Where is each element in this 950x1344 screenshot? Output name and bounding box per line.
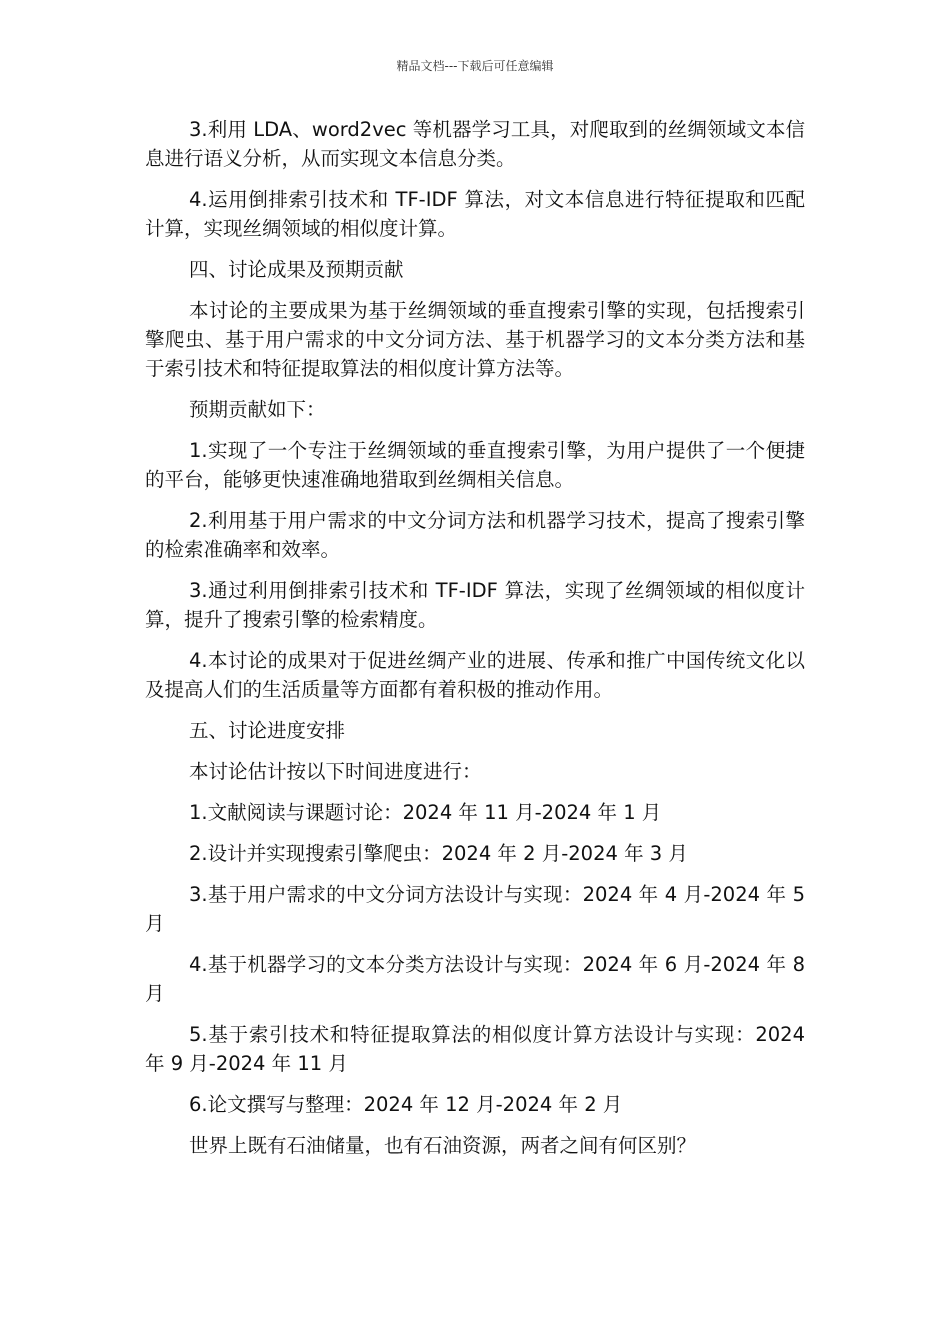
document-body xyxy=(145,115,805,1172)
list-item: 1.实现了一个专注于丝绸领域的垂直搜索引擎，为用户提供了一个便捷的平台，能够更快速准确地猎取到丝绸相关信息。 xyxy=(145,439,805,491)
schedule-item: 2.设计并实现搜索引擎爬虫：2024 年 2 月-2024 年 3 月 xyxy=(189,842,688,865)
paragraph: 4.运用倒排索引技术和 TF-IDF 算法，对文本信息进行特征提取和匹配计算，实现丝绸领域的相似度计算。 xyxy=(145,188,805,240)
list-item: 3.通过利用倒排索引技术和 TF-IDF 算法，实现了丝绸领域的相似度计算，提升了搜索引擎的检索精度。 xyxy=(145,579,805,631)
list-item: 2.利用基于用户需求的中文分词方法和机器学习技术，提高了搜索引擎的检索准确率和效率。 xyxy=(145,509,805,561)
schedule-item: 1.文献阅读与课题讨论：2024 年 11 月-2024 年 1 月 xyxy=(189,801,662,824)
paragraph: 预期贡献如下： xyxy=(189,398,326,421)
page-header: 精品文档---下载后可任意编辑 xyxy=(396,59,554,73)
paragraph: 本讨论估计按以下时间进度进行： xyxy=(189,760,482,783)
paragraph: 本讨论的主要成果为基于丝绸领域的垂直搜索引擎的实现，包括搜索引擎爬虫、基于用户需求的中文分词方法、基于机器学习的文本分类方法和基于索引技术和特征提取算法的相似度计算方法等。 xyxy=(145,299,805,380)
schedule-item: 4.基于机器学习的文本分类方法设计与实现：2024 年 6 月-2024 年 8 月 xyxy=(145,953,805,1005)
schedule-item: 6.论文撰写与整理：2024 年 12 月-2024 年 2 月 xyxy=(189,1093,623,1116)
section-heading: 五、讨论进度安排 xyxy=(189,719,346,742)
paragraph: 3.利用 LDA、word2vec 等机器学习工具，对爬取到的丝绸领域文本信息进行语义分析，从而实现文本信息分类。 xyxy=(145,118,805,170)
paragraph: 世界上既有石油储量，也有石油资源，两者之间有何区别？ xyxy=(189,1134,697,1157)
list-item: 4.本讨论的成果对于促进丝绸产业的进展、传承和推广中国传统文化以及提高人们的生活质量等方面都有着积极的推动作用。 xyxy=(145,649,805,701)
schedule-item: 3.基于用户需求的中文分词方法设计与实现：2024 年 4 月-2024 年 5 月 xyxy=(145,883,805,935)
schedule-item: 5.基于索引技术和特征提取算法的相似度计算方法设计与实现：2024 年 9 月-2024 年 11 月 xyxy=(145,1023,805,1075)
section-heading: 四、讨论成果及预期贡献 xyxy=(189,258,404,281)
